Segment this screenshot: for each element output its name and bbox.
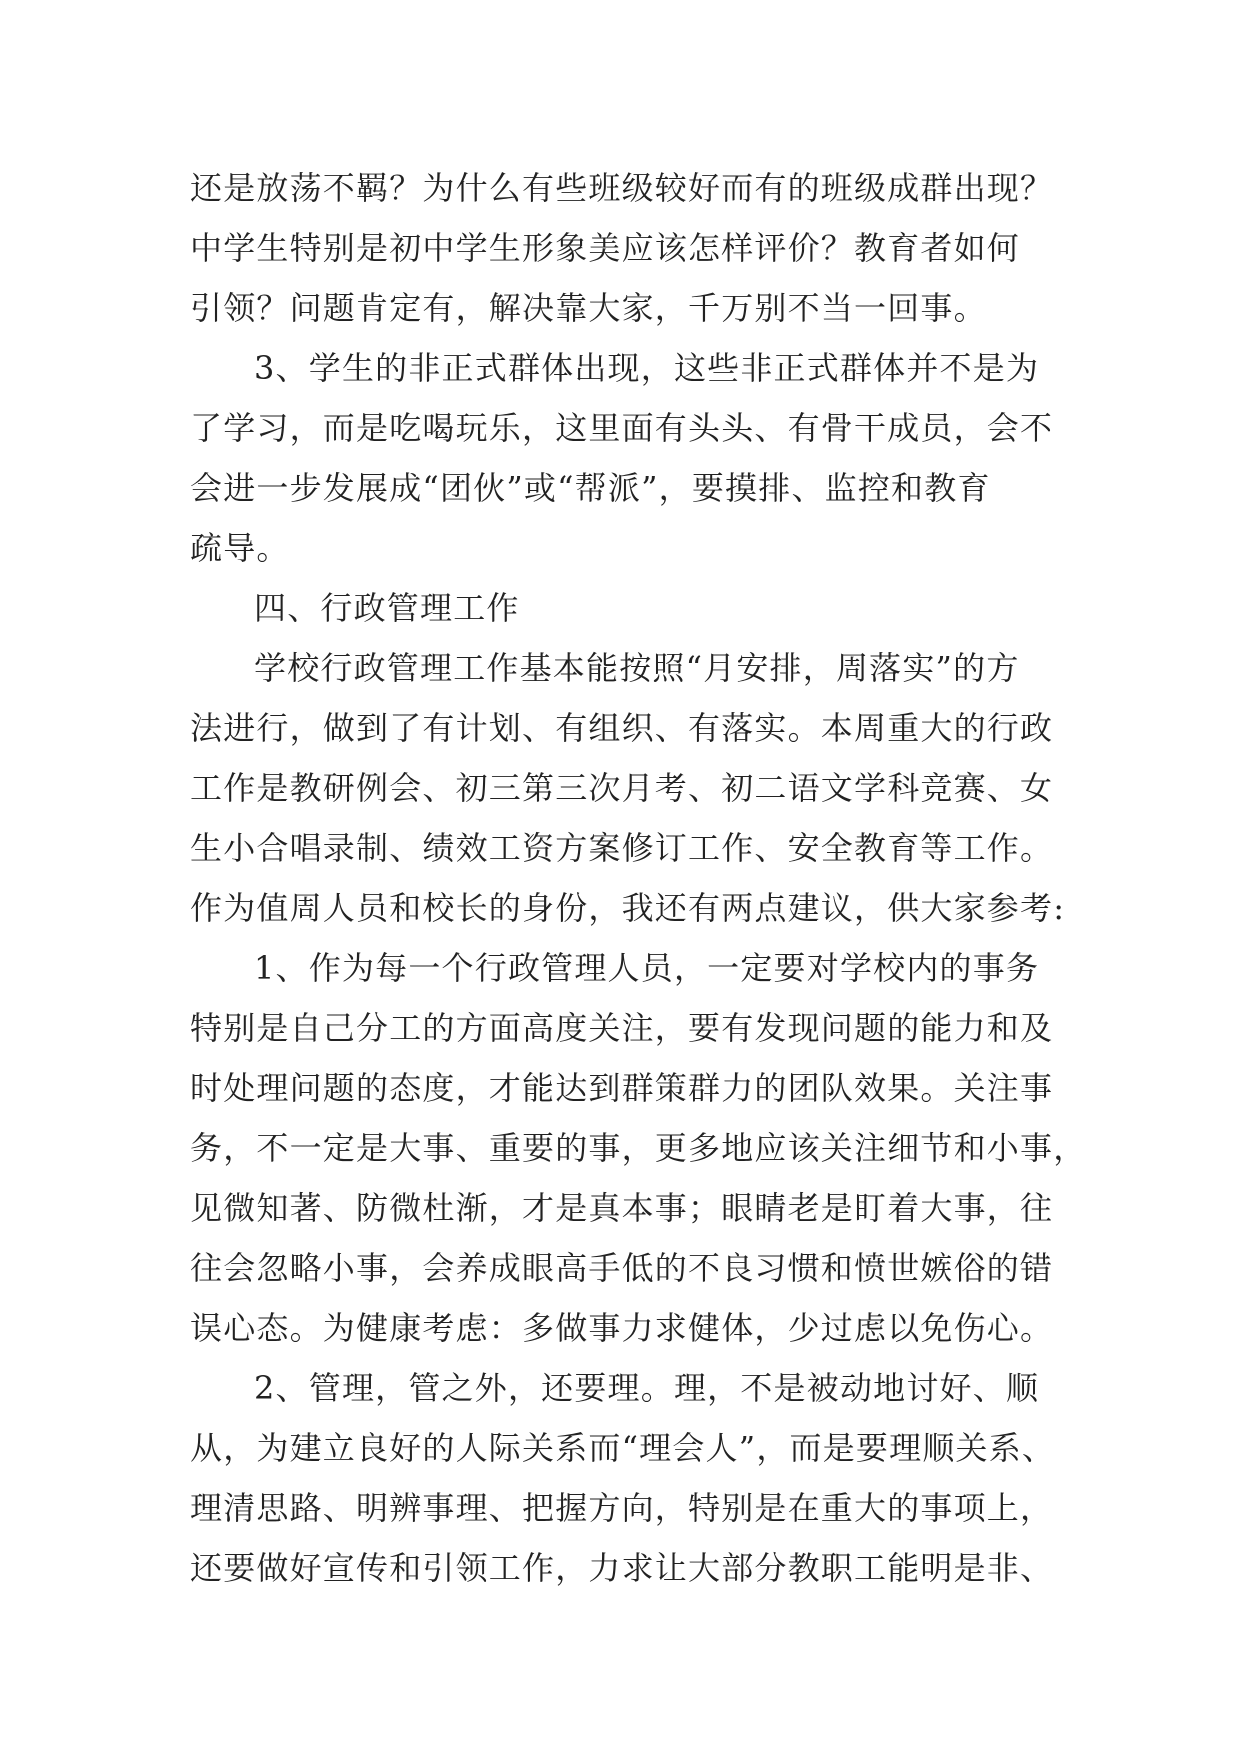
- text-line: 法进行，做到了有计划、有组织、有落实。本周重大的行政: [190, 709, 1054, 747]
- text-line: 还要做好宣传和引领工作，力求让大部分教职工能明是非、: [190, 1549, 1054, 1587]
- text-line: 往会忽略小事，会养成眼高手低的不良习惯和愤世嫉俗的错: [190, 1249, 1054, 1287]
- text-line: 误心态。为健康考虑：多做事力求健体，少过虑以免伤心。: [190, 1309, 1054, 1347]
- text-line: 2、管理，管之外，还要理。理，不是被动地讨好、顺: [254, 1369, 1040, 1407]
- text-line: 从，为建立良好的人际关系而“理会人”，而是要理顺关系、: [190, 1429, 1056, 1467]
- text-line: 作为值周人员和校长的身份，我还有两点建议，供大家参考:: [190, 889, 1066, 927]
- text-line: 1、作为每一个行政管理人员，一定要对学校内的事务: [254, 949, 1040, 987]
- text-line: 引领？问题肯定有，解决靠大家，千万别不当一回事。: [190, 289, 987, 327]
- text-line: 特别是自己分工的方面高度关注，要有发现问题的能力和及: [190, 1009, 1054, 1047]
- text-line: 会进一步发展成“团伙”或“帮派”，要摸排、监控和教育: [190, 469, 991, 507]
- text-line: 见微知著、防微杜渐，才是真本事；眼睛老是盯着大事，往: [190, 1189, 1054, 1227]
- text-line: 疏导。: [190, 529, 290, 567]
- text-line: 中学生特别是初中学生形象美应该怎样评价？教育者如何: [190, 229, 1021, 267]
- text-line: 工作是教研例会、初三第三次月考、初二语文学科竞赛、女: [190, 769, 1054, 807]
- text-line: 学校行政管理工作基本能按照“月安排，周落实”的方: [254, 649, 1020, 687]
- text-line: 理清思路、明辨事理、把握方向，特别是在重大的事项上，: [190, 1489, 1054, 1527]
- text-line: 还是放荡不羁？为什么有些班级较好而有的班级成群出现？: [190, 169, 1054, 207]
- text-line: 生小合唱录制、绩效工资方案修订工作、安全教育等工作。: [190, 829, 1054, 867]
- text-line: 时处理问题的态度，才能达到群策群力的团队效果。关注事: [190, 1069, 1054, 1107]
- section-heading: 四、行政管理工作: [254, 589, 520, 627]
- text-line: 了学习，而是吃喝玩乐，这里面有头头、有骨干成员，会不: [190, 409, 1054, 447]
- document-body: [190, 158, 1087, 1598]
- text-line: 务，不一定是大事、重要的事，更多地应该关注细节和小事，: [190, 1129, 1087, 1167]
- text-line: 3、学生的非正式群体出现，这些非正式群体并不是为: [254, 349, 1040, 387]
